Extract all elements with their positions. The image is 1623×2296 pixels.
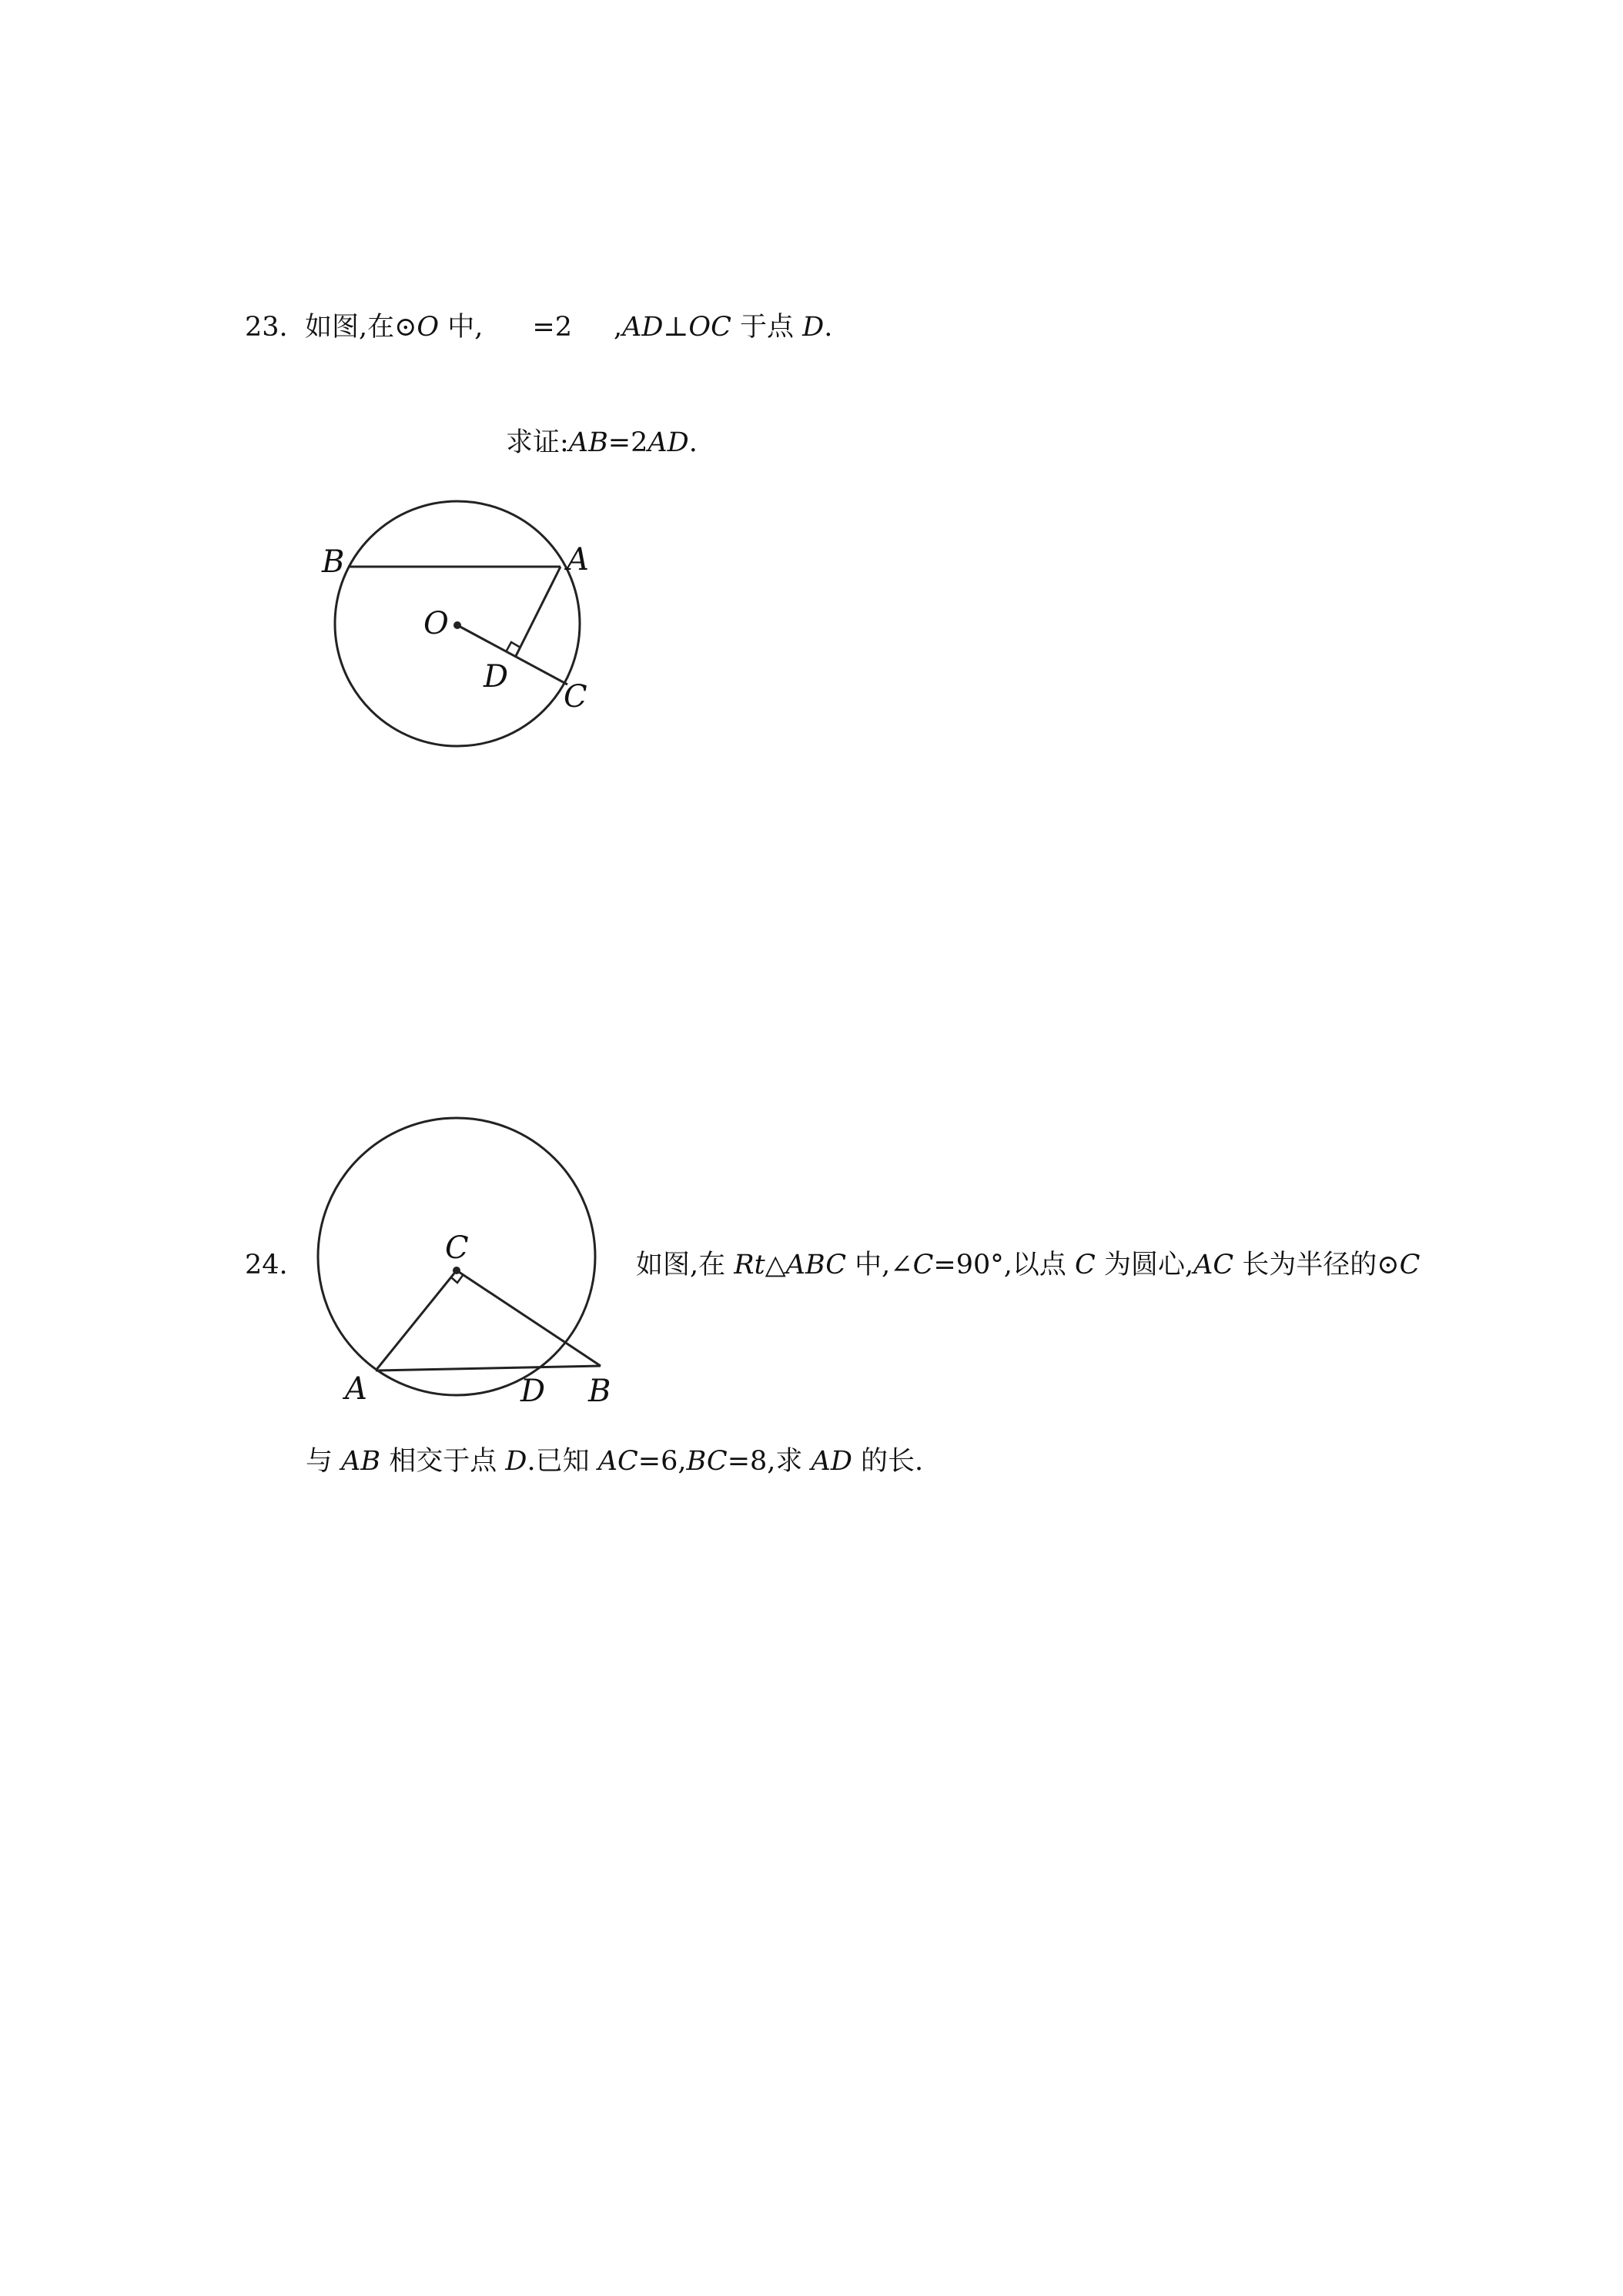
label-a: A (567, 542, 589, 577)
label-b: B (588, 1374, 611, 1409)
q24-number: 24. (245, 1250, 288, 1280)
center-o-point (453, 621, 461, 629)
segment-ca (376, 1270, 457, 1371)
q24-statement-line2: 与 AB 相交于点 D.已知 AC=6,BC=8,求 AD 的长. (306, 1446, 924, 1477)
segment-ab (376, 1366, 601, 1371)
q23-circle-diagram (308, 493, 616, 770)
circle-dot-symbol: ⊙ (1377, 1250, 1400, 1280)
q24-statement-line1: 如图,在 Rt△ABC 中,∠C=90°,以点 C 为圆心,AC 长为半径的⊙C (636, 1250, 1421, 1280)
segment-ad (516, 567, 561, 656)
label-c: C (564, 679, 587, 715)
triangle-symbol: △ (765, 1250, 786, 1280)
label-d: D (520, 1374, 546, 1409)
label-d: D (484, 659, 509, 694)
q23-prove-statement: 求证:AB=2AD. (506, 427, 698, 458)
q23-number: 23. (245, 312, 288, 343)
q24-circle-diagram (308, 1116, 631, 1424)
radius-oc (457, 625, 567, 684)
q23-figure (308, 493, 616, 770)
vertex-c-point (453, 1267, 460, 1274)
label-c: C (445, 1230, 469, 1266)
label-a: A (345, 1371, 367, 1407)
label-o: O (423, 606, 449, 641)
q23-statement: 23. 如图,在⊙O 中, =2 ,AD⊥OC 于点 D. (245, 312, 833, 343)
label-b: B (322, 544, 345, 580)
q24-figure (308, 1116, 631, 1424)
circle-dot-symbol: ⊙ (394, 312, 417, 343)
segment-cb (457, 1270, 601, 1366)
